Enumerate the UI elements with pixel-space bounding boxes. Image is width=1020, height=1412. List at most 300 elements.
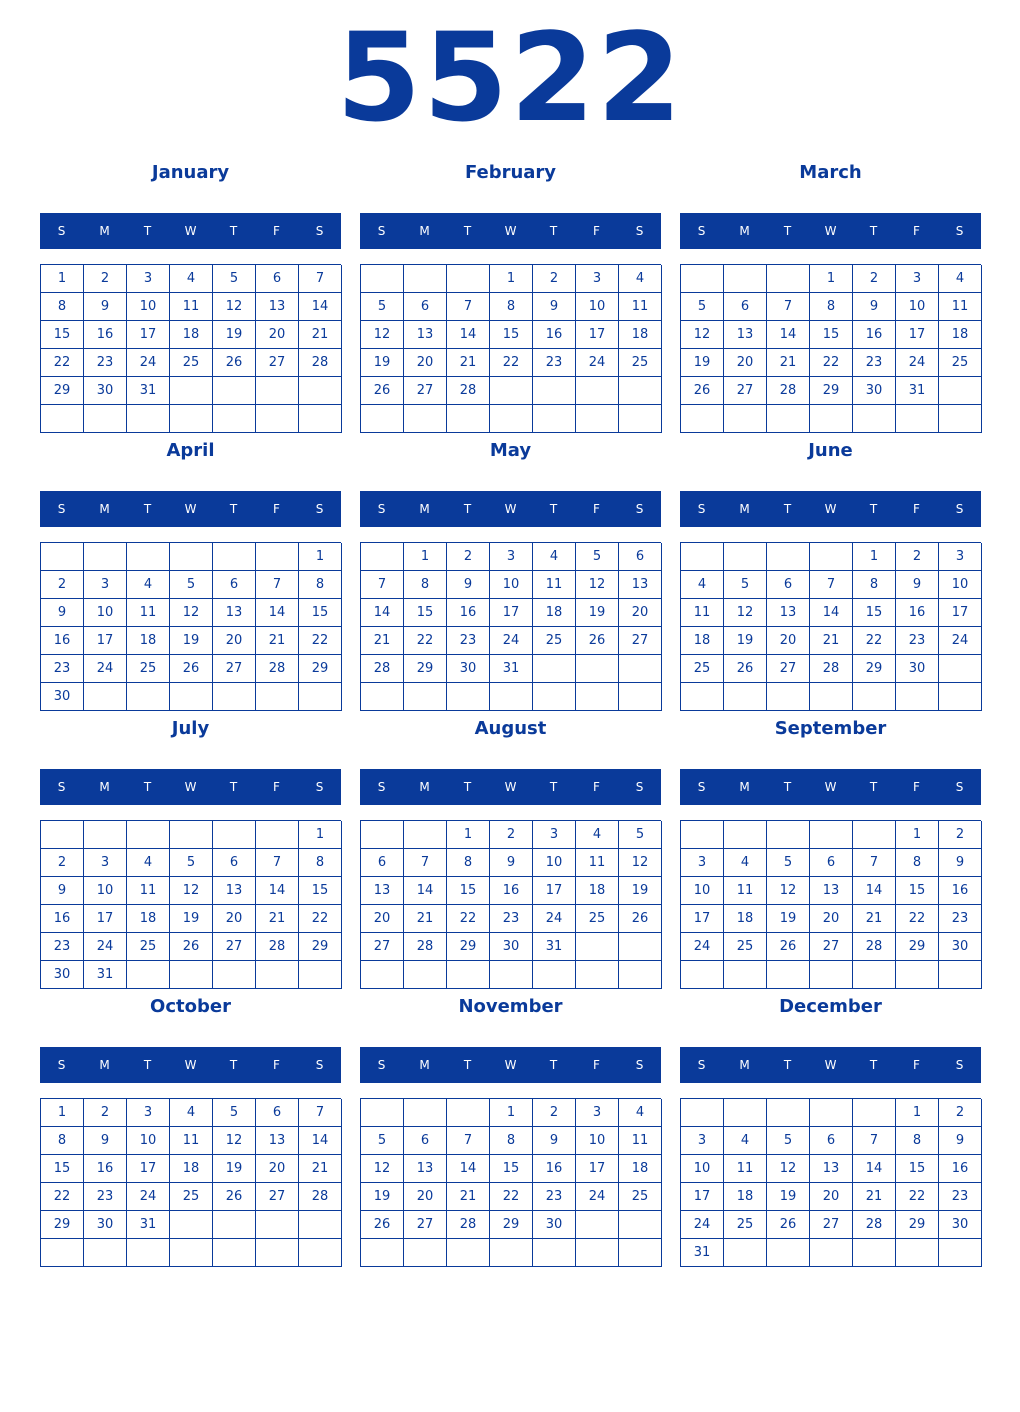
day-cell: 26 [767,1211,810,1239]
day-cell: 7 [767,293,810,321]
day-cell: 15 [299,599,342,627]
empty-day-cell [724,961,767,989]
day-cell: 12 [361,1155,404,1183]
day-cell: 21 [256,905,299,933]
day-cell: 11 [533,571,576,599]
weekday-header [360,769,661,805]
day-cell: 4 [533,543,576,571]
day-cell: 29 [41,1211,84,1239]
day-cell: 27 [213,933,256,961]
day-cell: 18 [170,1155,213,1183]
day-cell: 9 [84,1127,127,1155]
weekday-label: W [824,780,837,794]
day-cell: 8 [490,1127,533,1155]
empty-day-cell [939,405,982,433]
month-name: April [166,440,215,461]
empty-day-cell [404,961,447,989]
day-cell: 6 [213,849,256,877]
day-cell: 18 [127,627,170,655]
day-cell: 16 [939,877,982,905]
empty-day-cell [533,655,576,683]
empty-day-cell [681,405,724,433]
day-cell: 26 [170,933,213,961]
day-cell: 2 [84,1099,127,1127]
day-cell: 18 [724,1183,767,1211]
empty-day-cell [41,1239,84,1267]
weekday-label: S [57,1058,66,1072]
day-cell: 12 [361,321,404,349]
weekday-label: F [913,224,920,238]
day-cell: 31 [127,377,170,405]
day-cell: 25 [681,655,724,683]
day-cell: 14 [853,1155,896,1183]
day-cell: 24 [533,905,576,933]
day-cell: 8 [447,849,490,877]
weekday-label: W [184,780,197,794]
day-cell: 16 [41,905,84,933]
day-cell: 15 [41,321,84,349]
day-cell: 18 [576,877,619,905]
weekday-label: T [869,224,878,238]
empty-day-cell [619,655,662,683]
empty-day-cell [724,405,767,433]
day-cell: 20 [619,599,662,627]
day-cell: 26 [170,655,213,683]
day-cell: 16 [853,321,896,349]
day-cell: 11 [127,599,170,627]
day-cell: 23 [533,349,576,377]
weekday-label: S [315,502,324,516]
empty-day-cell [170,543,213,571]
empty-day-cell [299,683,342,711]
day-cell: 1 [41,1099,84,1127]
day-cell: 16 [533,321,576,349]
day-cell: 21 [447,1183,490,1211]
day-cell: 28 [404,933,447,961]
empty-day-cell [299,405,342,433]
month-june [680,434,981,711]
day-cell: 15 [447,877,490,905]
day-cell: 31 [681,1239,724,1267]
empty-day-cell [170,683,213,711]
day-cell: 12 [681,321,724,349]
empty-day-cell [767,265,810,293]
day-cell: 2 [939,1099,982,1127]
weekday-label: T [463,224,472,238]
empty-day-cell [767,543,810,571]
day-cell: 12 [619,849,662,877]
day-cell: 2 [41,571,84,599]
day-cell: 3 [896,265,939,293]
empty-day-cell [299,377,342,405]
day-cell: 21 [299,1155,342,1183]
day-cell: 23 [41,933,84,961]
weekday-label: F [593,780,600,794]
day-cell: 3 [533,821,576,849]
empty-day-cell [619,405,662,433]
empty-day-cell [447,1239,490,1267]
day-cell: 10 [84,599,127,627]
weekday-label: M [419,780,430,794]
day-cell: 12 [767,1155,810,1183]
day-cell: 15 [853,599,896,627]
month-name: December [779,996,882,1017]
empty-day-cell [896,1239,939,1267]
day-cell: 2 [939,821,982,849]
day-cell: 29 [896,1211,939,1239]
day-cell: 7 [447,1127,490,1155]
empty-day-cell [576,377,619,405]
day-cell: 21 [256,627,299,655]
day-cell: 18 [619,1155,662,1183]
day-cell: 11 [939,293,982,321]
day-cell: 15 [896,877,939,905]
day-cell: 19 [170,905,213,933]
day-cell: 22 [810,349,853,377]
empty-day-cell [447,1099,490,1127]
weekday-label: T [229,502,238,516]
weekday-label: F [273,1058,280,1072]
empty-day-cell [490,1239,533,1267]
weekday-label: W [824,1058,837,1072]
day-cell: 11 [576,849,619,877]
empty-day-cell [361,543,404,571]
day-cell: 18 [533,599,576,627]
weekday-label: M [99,1058,110,1072]
empty-day-cell [939,961,982,989]
empty-day-cell [619,683,662,711]
day-cell: 10 [127,293,170,321]
day-cell: 17 [127,321,170,349]
day-cell: 27 [810,933,853,961]
day-cell: 10 [490,571,533,599]
day-cell: 8 [896,1127,939,1155]
weekday-label: F [593,224,600,238]
empty-day-cell [896,405,939,433]
empty-day-cell [576,683,619,711]
empty-day-cell [170,821,213,849]
weekday-header [680,213,981,249]
empty-day-cell [361,1239,404,1267]
day-cell: 29 [299,933,342,961]
day-cell: 23 [84,1183,127,1211]
weekday-label: T [229,780,238,794]
day-cell: 30 [853,377,896,405]
weekday-label: T [783,502,792,516]
month-march [680,156,981,433]
weekday-label: T [549,502,558,516]
day-cell: 29 [41,377,84,405]
day-cell: 27 [619,627,662,655]
day-cell: 29 [299,655,342,683]
day-cell: 30 [41,961,84,989]
day-cell: 22 [404,627,447,655]
day-cell: 13 [213,877,256,905]
weekday-label: T [229,224,238,238]
day-cell: 28 [361,655,404,683]
day-cell: 30 [939,933,982,961]
empty-day-cell [896,961,939,989]
day-cell: 5 [767,1127,810,1155]
day-cell: 4 [619,265,662,293]
day-cell: 22 [447,905,490,933]
day-cell: 19 [170,627,213,655]
empty-day-cell [84,1239,127,1267]
empty-day-cell [533,405,576,433]
weekday-label: S [315,224,324,238]
day-cell: 9 [896,571,939,599]
day-cell: 22 [299,905,342,933]
empty-day-cell [619,1211,662,1239]
day-cell: 21 [447,349,490,377]
day-cell: 25 [170,349,213,377]
day-cell: 7 [447,293,490,321]
day-cell: 1 [404,543,447,571]
weekday-label: T [869,1058,878,1072]
empty-day-cell [404,405,447,433]
day-cell: 21 [767,349,810,377]
day-cell: 8 [41,1127,84,1155]
month-may [360,434,661,711]
empty-day-cell [939,377,982,405]
day-cell: 24 [127,1183,170,1211]
weekday-label: F [593,1058,600,1072]
day-grid [360,264,661,433]
month-name: June [808,440,853,461]
weekday-header [40,1047,341,1083]
empty-day-cell [533,1239,576,1267]
day-cell: 19 [681,349,724,377]
weekday-label: S [635,224,644,238]
day-cell: 13 [810,877,853,905]
empty-day-cell [724,683,767,711]
empty-day-cell [127,961,170,989]
month-name: July [171,718,210,739]
weekday-label: S [955,780,964,794]
day-cell: 10 [681,877,724,905]
day-cell: 10 [533,849,576,877]
day-cell: 30 [896,655,939,683]
empty-day-cell [767,961,810,989]
empty-day-cell [810,683,853,711]
day-cell: 24 [576,349,619,377]
day-cell: 10 [681,1155,724,1183]
day-cell: 20 [213,627,256,655]
day-cell: 5 [361,1127,404,1155]
empty-day-cell [361,683,404,711]
empty-day-cell [767,821,810,849]
day-cell: 2 [533,1099,576,1127]
weekday-label: W [184,224,197,238]
weekday-label: T [463,780,472,794]
weekday-label: W [504,780,517,794]
weekday-label: F [913,502,920,516]
day-cell: 3 [84,849,127,877]
day-cell: 1 [853,543,896,571]
weekday-label: M [99,780,110,794]
day-cell: 28 [853,933,896,961]
day-cell: 11 [724,1155,767,1183]
day-cell: 24 [84,655,127,683]
day-cell: 1 [490,1099,533,1127]
day-cell: 2 [84,265,127,293]
empty-day-cell [41,405,84,433]
empty-day-cell [361,1099,404,1127]
empty-day-cell [170,1211,213,1239]
day-cell: 5 [213,1099,256,1127]
weekday-label: M [739,224,750,238]
day-cell: 31 [490,655,533,683]
day-cell: 4 [724,849,767,877]
weekday-label: T [143,502,152,516]
day-cell: 19 [724,627,767,655]
day-cell: 14 [810,599,853,627]
weekday-label: M [419,1058,430,1072]
empty-day-cell [767,405,810,433]
day-cell: 22 [299,627,342,655]
month-name: November [458,996,563,1017]
day-cell: 14 [361,599,404,627]
day-cell: 15 [896,1155,939,1183]
day-cell: 26 [576,627,619,655]
day-cell: 13 [619,571,662,599]
day-cell: 28 [447,1211,490,1239]
weekday-label: W [824,502,837,516]
day-cell: 5 [170,849,213,877]
day-cell: 19 [767,1183,810,1211]
day-cell: 16 [447,599,490,627]
month-name: January [151,162,230,183]
day-cell: 31 [533,933,576,961]
weekday-header [680,1047,981,1083]
day-cell: 7 [361,571,404,599]
empty-day-cell [681,265,724,293]
weekday-label: S [57,780,66,794]
day-cell: 20 [404,1183,447,1211]
weekday-label: M [739,502,750,516]
day-cell: 25 [127,655,170,683]
empty-day-cell [256,377,299,405]
day-cell: 10 [576,293,619,321]
day-cell: 6 [213,571,256,599]
day-cell: 25 [939,349,982,377]
empty-day-cell [361,265,404,293]
day-cell: 4 [681,571,724,599]
empty-day-cell [447,683,490,711]
empty-day-cell [404,1239,447,1267]
day-cell: 5 [619,821,662,849]
day-cell: 14 [447,1155,490,1183]
day-cell: 30 [41,683,84,711]
day-cell: 1 [447,821,490,849]
day-cell: 25 [576,905,619,933]
day-cell: 16 [490,877,533,905]
day-cell: 20 [810,1183,853,1211]
day-cell: 19 [361,349,404,377]
empty-day-cell [767,1099,810,1127]
day-cell: 28 [810,655,853,683]
day-cell: 9 [447,571,490,599]
empty-day-cell [724,1099,767,1127]
weekday-label: T [783,224,792,238]
day-cell: 24 [681,933,724,961]
day-cell: 10 [127,1127,170,1155]
day-cell: 25 [170,1183,213,1211]
day-cell: 26 [724,655,767,683]
day-cell: 26 [619,905,662,933]
empty-day-cell [576,961,619,989]
day-cell: 29 [896,933,939,961]
day-cell: 7 [810,571,853,599]
day-grid [360,542,661,711]
empty-day-cell [939,1239,982,1267]
weekday-label: S [377,1058,386,1072]
day-cell: 5 [213,265,256,293]
day-cell: 24 [576,1183,619,1211]
weekday-label: T [549,1058,558,1072]
month-name: September [774,718,887,739]
day-cell: 13 [404,1155,447,1183]
day-cell: 27 [361,933,404,961]
day-cell: 11 [619,1127,662,1155]
day-cell: 4 [170,1099,213,1127]
day-cell: 26 [361,377,404,405]
month-august [360,712,661,989]
day-cell: 10 [84,877,127,905]
empty-day-cell [41,821,84,849]
empty-day-cell [84,821,127,849]
day-cell: 19 [619,877,662,905]
empty-day-cell [490,405,533,433]
day-cell: 13 [256,293,299,321]
empty-day-cell [724,821,767,849]
day-cell: 14 [404,877,447,905]
empty-day-cell [724,1239,767,1267]
day-cell: 9 [41,877,84,905]
empty-day-cell [84,543,127,571]
day-cell: 24 [490,627,533,655]
day-cell: 1 [896,1099,939,1127]
empty-day-cell [213,405,256,433]
weekday-label: M [99,502,110,516]
day-cell: 21 [299,321,342,349]
empty-day-cell [533,683,576,711]
month-april [40,434,341,711]
day-grid [40,264,341,433]
day-cell: 2 [896,543,939,571]
empty-day-cell [619,377,662,405]
day-cell: 13 [213,599,256,627]
empty-day-cell [576,1239,619,1267]
day-cell: 18 [939,321,982,349]
weekday-label: T [463,1058,472,1072]
day-cell: 14 [256,599,299,627]
day-cell: 24 [127,349,170,377]
empty-day-cell [939,683,982,711]
day-cell: 20 [810,905,853,933]
day-cell: 9 [533,293,576,321]
day-cell: 17 [84,905,127,933]
day-cell: 2 [447,543,490,571]
empty-day-cell [767,683,810,711]
day-cell: 26 [213,1183,256,1211]
empty-day-cell [213,377,256,405]
day-cell: 21 [810,627,853,655]
day-cell: 29 [490,1211,533,1239]
empty-day-cell [853,683,896,711]
day-cell: 23 [896,627,939,655]
empty-day-cell [810,543,853,571]
